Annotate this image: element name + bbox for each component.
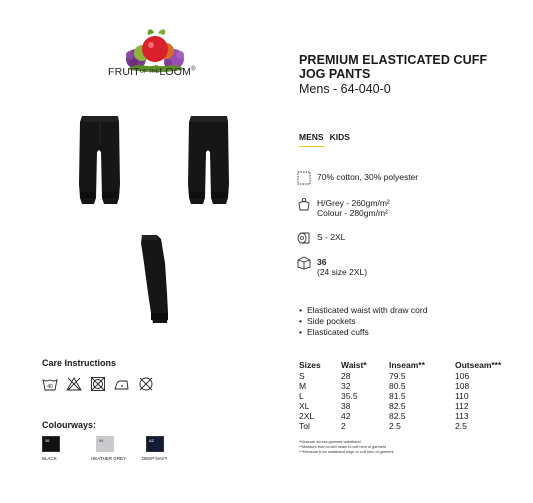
table-row	[299, 391, 515, 401]
table-cell: 113	[455, 411, 469, 421]
header-inseam: Inseam**	[389, 360, 425, 370]
table-cell: 79.5	[389, 371, 406, 381]
table-cell: 106	[455, 371, 470, 381]
swatch-code: 36	[45, 438, 50, 443]
table-row	[299, 421, 515, 431]
feature-item: • Elasticated cuffs	[299, 327, 427, 338]
table-cell: 42	[341, 411, 351, 421]
care-icons	[42, 376, 154, 392]
weight-line1: H/Grey - 260gm/m²	[317, 198, 390, 208]
tab-kids[interactable]: KIDS	[329, 132, 350, 142]
feature-item: • Elasticated waist with draw cord	[299, 305, 427, 316]
product-title-line1: PREMIUM ELASTICATED CUFF	[299, 53, 488, 67]
table-cell: 82.5	[389, 411, 406, 421]
table-cell: 80.5	[389, 381, 406, 391]
note-line: **Measure from crotch seam to cuff hem of garment	[299, 445, 387, 449]
tab-mens[interactable]: MENS	[299, 132, 324, 147]
weight-line2: Colour - 280gm/m²	[317, 208, 388, 218]
colour-swatch-heather-grey[interactable]	[96, 436, 114, 452]
tape-measure-icon	[297, 231, 311, 245]
carton-note: (24 size 2XL)	[317, 267, 368, 277]
colour-name: HEATHER GREY	[91, 456, 127, 461]
table-cell: 81.5	[389, 391, 406, 401]
table-cell: 2XL	[299, 411, 315, 421]
table-cell: XL	[299, 401, 310, 411]
table-cell: L	[299, 391, 304, 401]
fabric-text: 70% cotton, 30% polyester	[317, 172, 419, 182]
note-line: *Measure across garment waistband	[299, 440, 361, 444]
no-dry-clean-icon	[138, 376, 154, 392]
table-cell: 112	[455, 401, 469, 411]
product-code: Mens - 64-040-0	[299, 82, 391, 96]
pants-back-image	[188, 114, 230, 206]
wash-40-icon	[42, 376, 58, 392]
brand-wordmark: FRUITOF THELOOM®	[108, 66, 196, 78]
svg-text:40: 40	[47, 384, 53, 390]
note-line: ***Measure from waistband edge to cuff hem of garment	[299, 450, 394, 454]
size-table-header	[299, 359, 515, 371]
table-row	[299, 401, 515, 411]
table-cell: 2	[341, 421, 346, 431]
no-tumble-dry-icon	[90, 376, 106, 392]
table-cell: Tol	[299, 421, 310, 431]
table-cell: 32	[341, 381, 351, 391]
care-title: Care Instructions	[42, 358, 117, 368]
table-row	[299, 411, 515, 421]
weight-icon	[297, 197, 311, 211]
feature-list	[299, 305, 427, 338]
table-row	[299, 381, 515, 391]
table-cell: S	[299, 371, 305, 381]
pants-front-image	[79, 114, 121, 206]
colour-name: BLACK	[42, 456, 57, 461]
swatch-code: AZ	[149, 438, 155, 443]
colour-swatch-deep-navy[interactable]	[146, 436, 164, 452]
table-cell: 108	[455, 381, 470, 391]
table-cell: M	[299, 381, 307, 391]
table-cell: 82.5	[389, 401, 406, 411]
iron-low-icon	[114, 376, 130, 392]
product-title-line2: JOG PANTS	[299, 67, 371, 81]
size-table	[299, 359, 515, 431]
feature-item: • Side pockets	[299, 316, 427, 327]
table-cell: 35.5	[341, 391, 358, 401]
pants-side-image	[139, 233, 173, 325]
table-cell: 2.5	[455, 421, 467, 431]
table-cell: 38	[341, 401, 351, 411]
carton-box-icon	[297, 256, 311, 270]
table-cell: 2.5	[389, 421, 401, 431]
colourways-title: Colourways:	[42, 420, 97, 430]
colour-swatch-black[interactable]	[42, 436, 60, 452]
no-bleach-icon	[66, 376, 82, 392]
fabric-icon	[297, 171, 311, 185]
measurement-notes	[299, 440, 393, 455]
gender-tabs	[299, 132, 356, 147]
carton-qty: 36	[317, 257, 327, 267]
header-waist: Waist*	[341, 360, 367, 370]
table-row	[299, 371, 515, 381]
swatch-code: 94	[99, 438, 104, 443]
header-outseam: Outseam***	[455, 360, 502, 370]
colour-name: DEEP NAVY	[142, 456, 168, 461]
table-cell: 28	[341, 371, 351, 381]
sizes-text: S - 2XL	[317, 232, 346, 242]
header-sizes: Sizes	[299, 360, 321, 370]
table-cell: 110	[455, 391, 469, 401]
